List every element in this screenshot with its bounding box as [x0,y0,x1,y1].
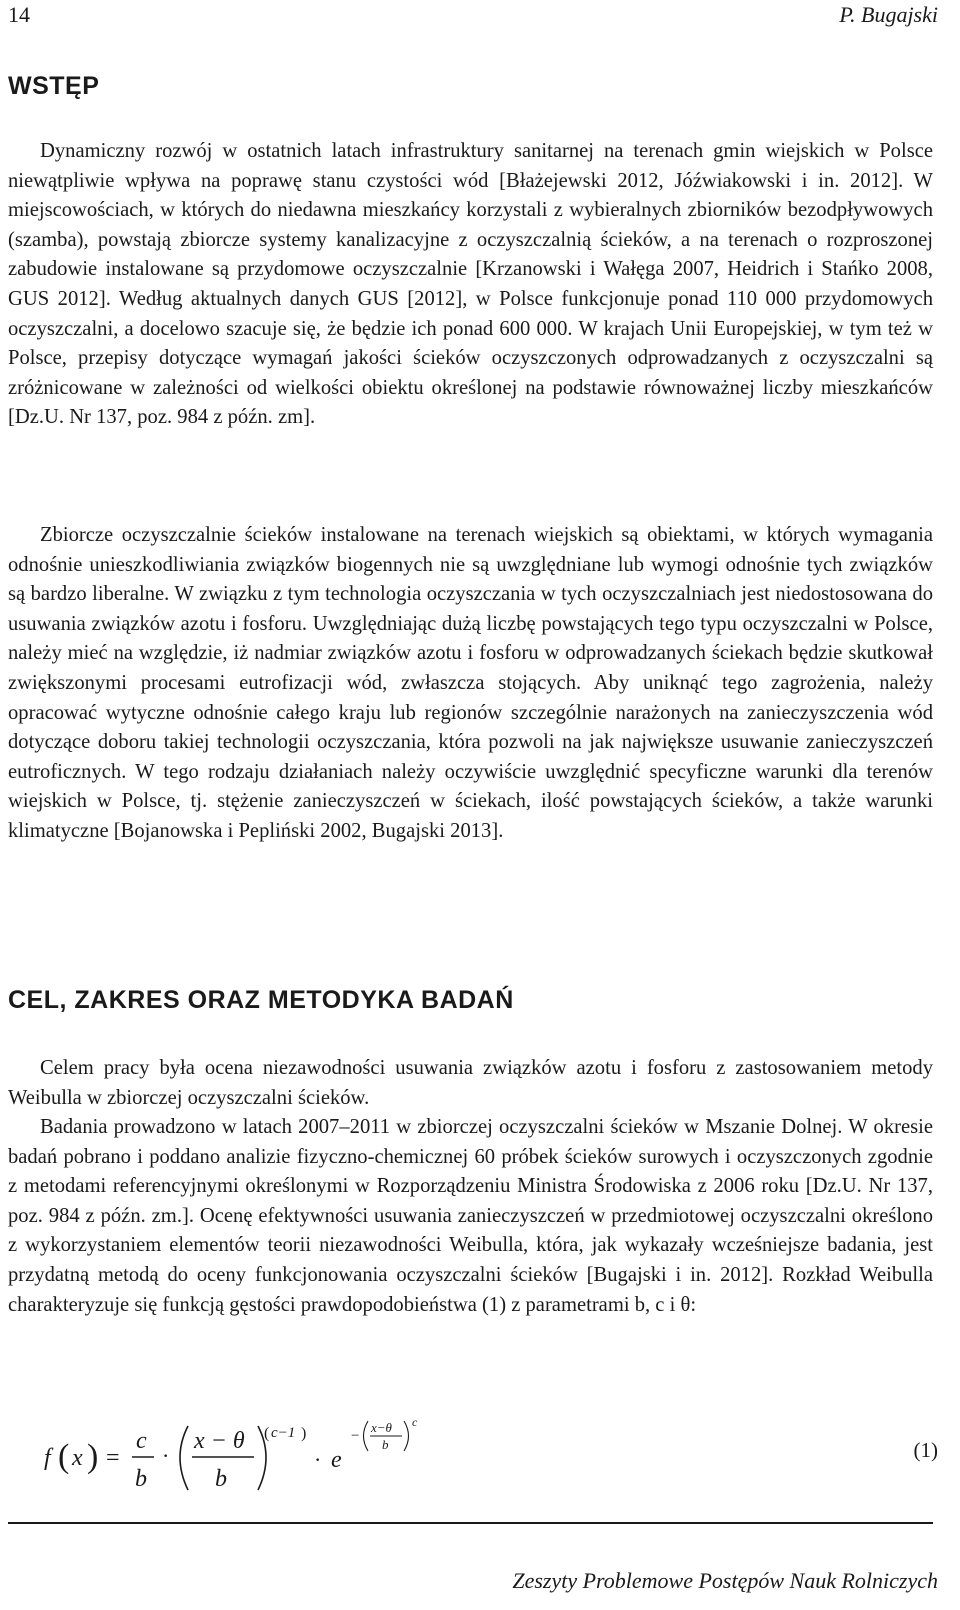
eq-small-paren-left [364,1421,369,1451]
eq-inner-numerator: x − θ [194,1428,245,1454]
eq-exp-power: c [412,1418,418,1429]
eq-exp-paren-close: ) [301,1425,307,1442]
eq-dot-1: · [162,1443,170,1468]
paragraph-introduction-2: Zbiorcze oczyszczalnie ścieków instalowane na terenach wiejskich są obiektami, w których wymagania odnośnie unieszkodliwiania związków biogennych nie są uwzględniane lub wymogi odnośnie tych związków są bardzo liberalne. W związku z tym technologia oczyszczania w tych oczyszczalniach jest niedostosowana do usuwania związków azotu i fosforu. Uwzględniając dużą liczbę powstających tego typu oczyszczalni w Polsce, należy mieć na względzie, iż nadmiar związków azotu i fosforu w odprowadzanych ściekach będzie skutkował zwiększonymi procesami eutrofizacji wód, zwłaszcza stojących. Aby uniknąć tego zagrożenia, należy opracować wytyczne odnośnie całego kraju lub regionów szczególnie narażonych na zanieczyszczenia wód dotyczące doboru takiej technologii oczyszczania, która pozwoli na jak największe usuwanie zanieczyszczeń eutroficznych. W tego rodzaju działaniach należy oczywiście uwzględnić specyficzne warunki dla terenów wiejskich w Polsce, tj. stężenie zanieczyszczeń w ściekach, ilość powstających ścieków, a także warunki klimatyczne [Bojanowska i Pepliński 2002, Bugajski 2013]. [8,524,933,842]
paragraph-methods-1: Celem pracy była ocena niezawodności usuwania związków azotu i fosforu z zastosowaniem metody Weibulla w zbiorczej oczyszczalni ścieków. [8,1057,933,1109]
eq-exponent-1: c−1 [271,1425,296,1441]
eq-equals: = [106,1445,120,1471]
eq-e: e [331,1447,342,1473]
equation-formula [42,1418,462,1498]
eq-big-paren-left [180,1426,188,1490]
eq-frac-numerator: c [136,1428,147,1454]
paragraph-introduction-1: Dynamiczny rozwój w ostatnich latach infrastruktury sanitarnej na terenach gmin wiejskich w Polsce niewątpliwie wpływa na poprawę stanu czystości wód [Błażejewski 2012, Jóźwiakowski i in. 2012]. W miejscowościach, w których do niedawna mieszkańcy korzystali z wybieralnych zbiorników bezodpływowych (szamba), powstają zbiorcze systemy kanalizacyjne z oczyszczalnią ścieków, a na terenach o rozproszonej zabudowie instalowane są przydomowe oczyszczalnie [Krzanowski i Wałęga 2007, Heidrich i Stańko 2008, GUS 2012]. Według aktualnych danych GUS [2012], w Polsce funkcjonuje ponad 110 000 przydomowych oczyszczalni, a docelowo szacuje się, że będzie ich ponad 600 000. W krajach Unii Europejskiej, w tym też w Polsce, przepisy dotyczące wymagań jakości ścieków oczyszczonych odprowadzanych z oczyszczalni są zróżnicowane w zależności od wielkości obiektu określonej na podstawie równoważnej liczby mieszkańców [Dz.U. Nr 137, poz. 984 z późn. zm]. [8,140,933,429]
eq-paren-close: ) [87,1438,99,1475]
paragraph-methods-2: Badania prowadzono w latach 2007–2011 w zbiorczej oczyszczalni ścieków w Mszanie Dolnej. W okresie badań pobrano i poddano analizie fizyczno-chemicznej 60 próbek ścieków surowych i oczyszczonych zgodnie z metodami referencyjnymi określonymi w Rozporządzeniu Ministra Środowiska z 2006 roku [Dz.U. Nr 137, poz. 984 z późn. zm.]. Ocenę efektywności usuwania zanieczyszczeń w przedmiotowej oczyszczalni określono z wykorzystaniem elementów teorii niezawodności Weibulla, która, jak wykazały wcześniejsze badania, jest przydatną metodą do oceny funkcjonowania oczyszczalni ścieków [Bugajski i in. 2012]. Rozkład Weibulla charakteryzuje się funkcją gęstości prawdopodobieństwa (1) z parametrami b, c i θ: [8,1116,933,1316]
section-heading-methods: CEL, ZAKRES ORAZ METODYKA BADAŃ [8,986,514,1014]
eq-dot-2: · [314,1447,322,1472]
equation-number: (1) [913,1438,938,1462]
eq-small-paren-right [404,1421,409,1451]
running-head-author: P. Bugajski [839,2,938,27]
footer-divider [8,1522,933,1524]
weibull-density-equation [42,1418,938,1498]
eq-exp-minus: − [351,1428,360,1444]
eq-paren-open: ( [58,1438,70,1475]
page-number: 14 [8,2,30,27]
section-heading-introduction: WSTĘP [8,72,100,100]
eq-x: x [72,1445,83,1471]
eq-exp-paren-open: ( [264,1425,270,1442]
footer-journal-title: Zeszyty Problemowe Postępów Nauk Rolniczych [512,1568,938,1593]
eq-exp-denominator: b [382,1437,389,1452]
eq-frac-denominator: b [135,1466,147,1492]
eq-exp-numerator: x−θ [371,1420,392,1435]
eq-inner-denominator: b [215,1466,227,1492]
eq-f: f [44,1445,51,1471]
